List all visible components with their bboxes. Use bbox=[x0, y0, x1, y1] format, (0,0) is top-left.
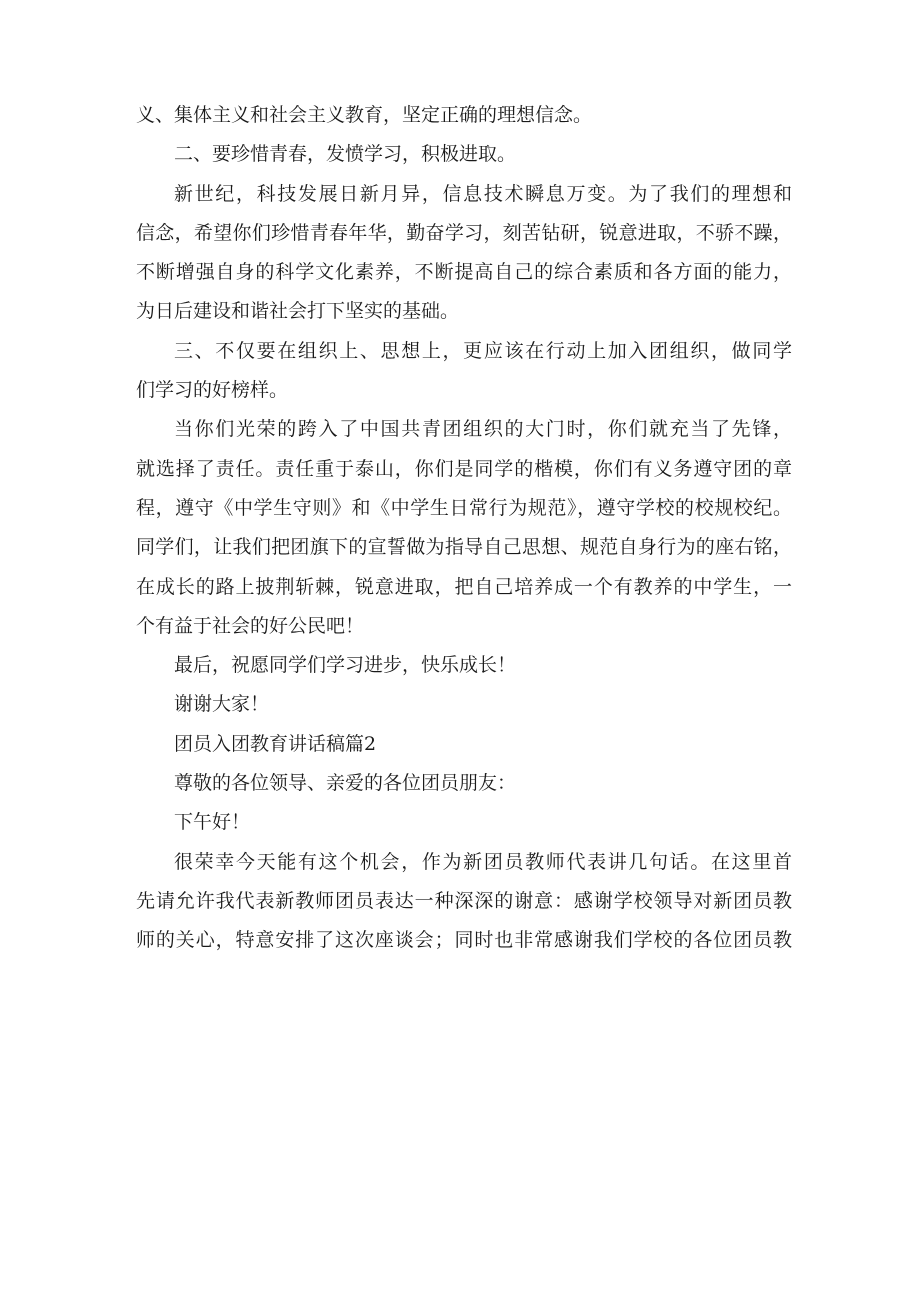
text-line: 新世纪，科技发展日新月异，信息技术瞬息万变。为了我们的理想和 bbox=[174, 182, 792, 205]
text-line: 当你们光荣的跨入了中国共青团组织的大门时，你们就充当了先锋， bbox=[174, 418, 792, 441]
text-line: 程，遵守《中学生守则》和《中学生日常行为规范》，遵守学校的校规校纪。 bbox=[136, 496, 792, 519]
text-line: 不断增强自身的科学文化素养，不断提高自己的综合素质和各方面的能力， bbox=[136, 261, 792, 284]
text-line: 先请允许我代表新教师团员表达一种深深的谢意：感谢学校领导对新团员教 bbox=[136, 889, 792, 912]
text-line: 义、集体主义和社会主义教育，坚定正确的理想信念。 bbox=[136, 104, 593, 126]
salutation: 尊敬的各位领导、亲爱的各位团员朋友： bbox=[174, 772, 517, 795]
text-line: 为日后建设和谐社会打下坚实的基础。 bbox=[136, 300, 460, 323]
text-line: 们学习的好榜样。 bbox=[136, 379, 289, 402]
text-line: 信念，希望你们珍惜青春年华，勤奋学习，刻苦钻研，锐意进取，不骄不躁， bbox=[136, 221, 792, 244]
text-line: 在成长的路上披荆斩棘，锐意进取，把自己培养成一个有教养的中学生，一 bbox=[136, 575, 792, 598]
text-line: 同学们，让我们把团旗下的宣誓做为指导自己思想、规范自身行为的座右铭， bbox=[136, 536, 792, 559]
text-line: 很荣幸今天能有这个机会，作为新团员教师代表讲几句话。在这里首 bbox=[174, 850, 792, 873]
text-line: 师的关心，特意安排了这次座谈会；同时也非常感谢我们学校的各位团员教 bbox=[136, 929, 792, 952]
section-heading-3: 三、不仅要在组织上、思想上，更应该在行动上加入团组织，做同学 bbox=[174, 339, 792, 362]
document-body bbox=[136, 96, 792, 961]
greeting: 下午好！ bbox=[174, 811, 251, 834]
text-line: 就选择了责任。责任重于泰山，你们是同学的楷模，你们有义务遵守团的章 bbox=[136, 457, 792, 480]
section-heading-2: 二、要珍惜青春，发愤学习，积极进取。 bbox=[174, 143, 517, 166]
text-line: 谢谢大家！ bbox=[174, 693, 270, 716]
article-title: 团员入团教育讲话稿篇2 bbox=[174, 732, 377, 755]
text-line: 个有益于社会的好公民吧！ bbox=[136, 614, 365, 637]
text-line: 最后，祝愿同学们学习进步，快乐成长！ bbox=[174, 654, 517, 677]
